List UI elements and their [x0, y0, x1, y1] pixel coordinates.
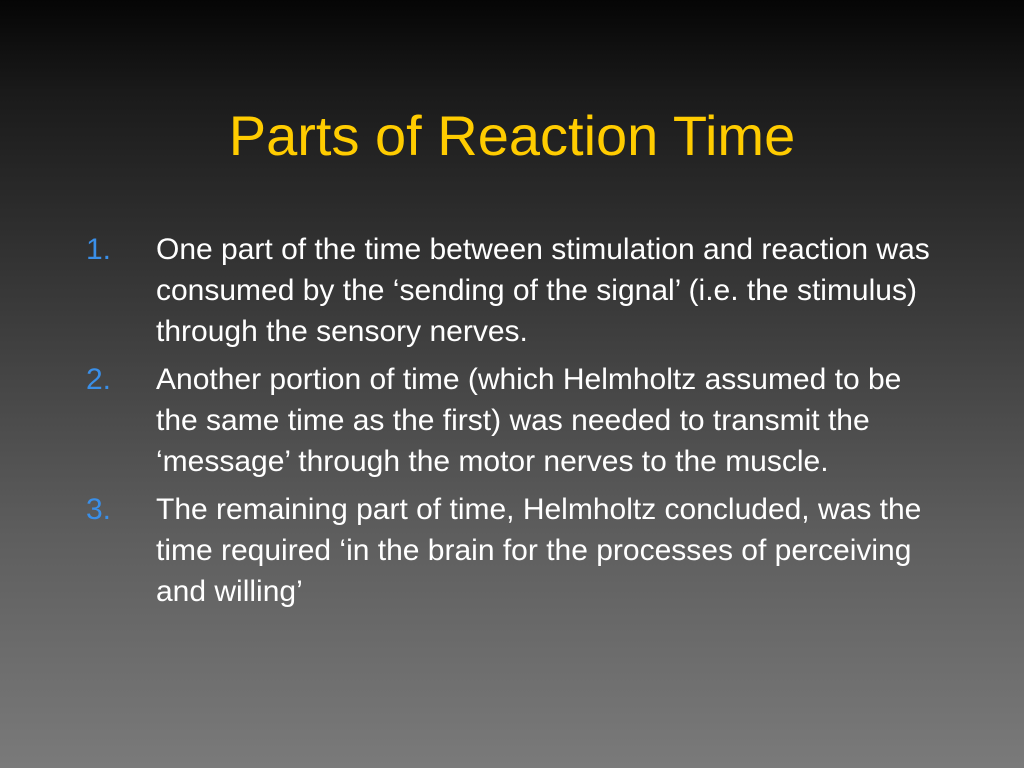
list-item: [86, 489, 946, 612]
list-item-text: One part of the time between stimulation and reaction was consumed by the ‘sending of the signal’ (i.e. the stimulus) through the sensory nerves.: [156, 233, 930, 348]
slide-title: Parts of Reaction Time: [228, 104, 796, 167]
list-item-text: Another portion of time (which Helmholtz assumed to be the same time as the first) was needed to transmit the ‘message’ through the motor nerves to the muscle.: [156, 363, 902, 478]
list-item: [86, 359, 946, 482]
list-item-text: The remaining part of time, Helmholtz concluded, was the time required ‘in the brain for the processes of perceiving and willing’: [156, 493, 922, 608]
list-item-number: 2.: [86, 363, 112, 396]
numbered-list: [86, 229, 946, 619]
list-item: [86, 229, 946, 352]
list-item-number: 1.: [86, 233, 112, 266]
list-item-number: 3.: [86, 493, 112, 526]
